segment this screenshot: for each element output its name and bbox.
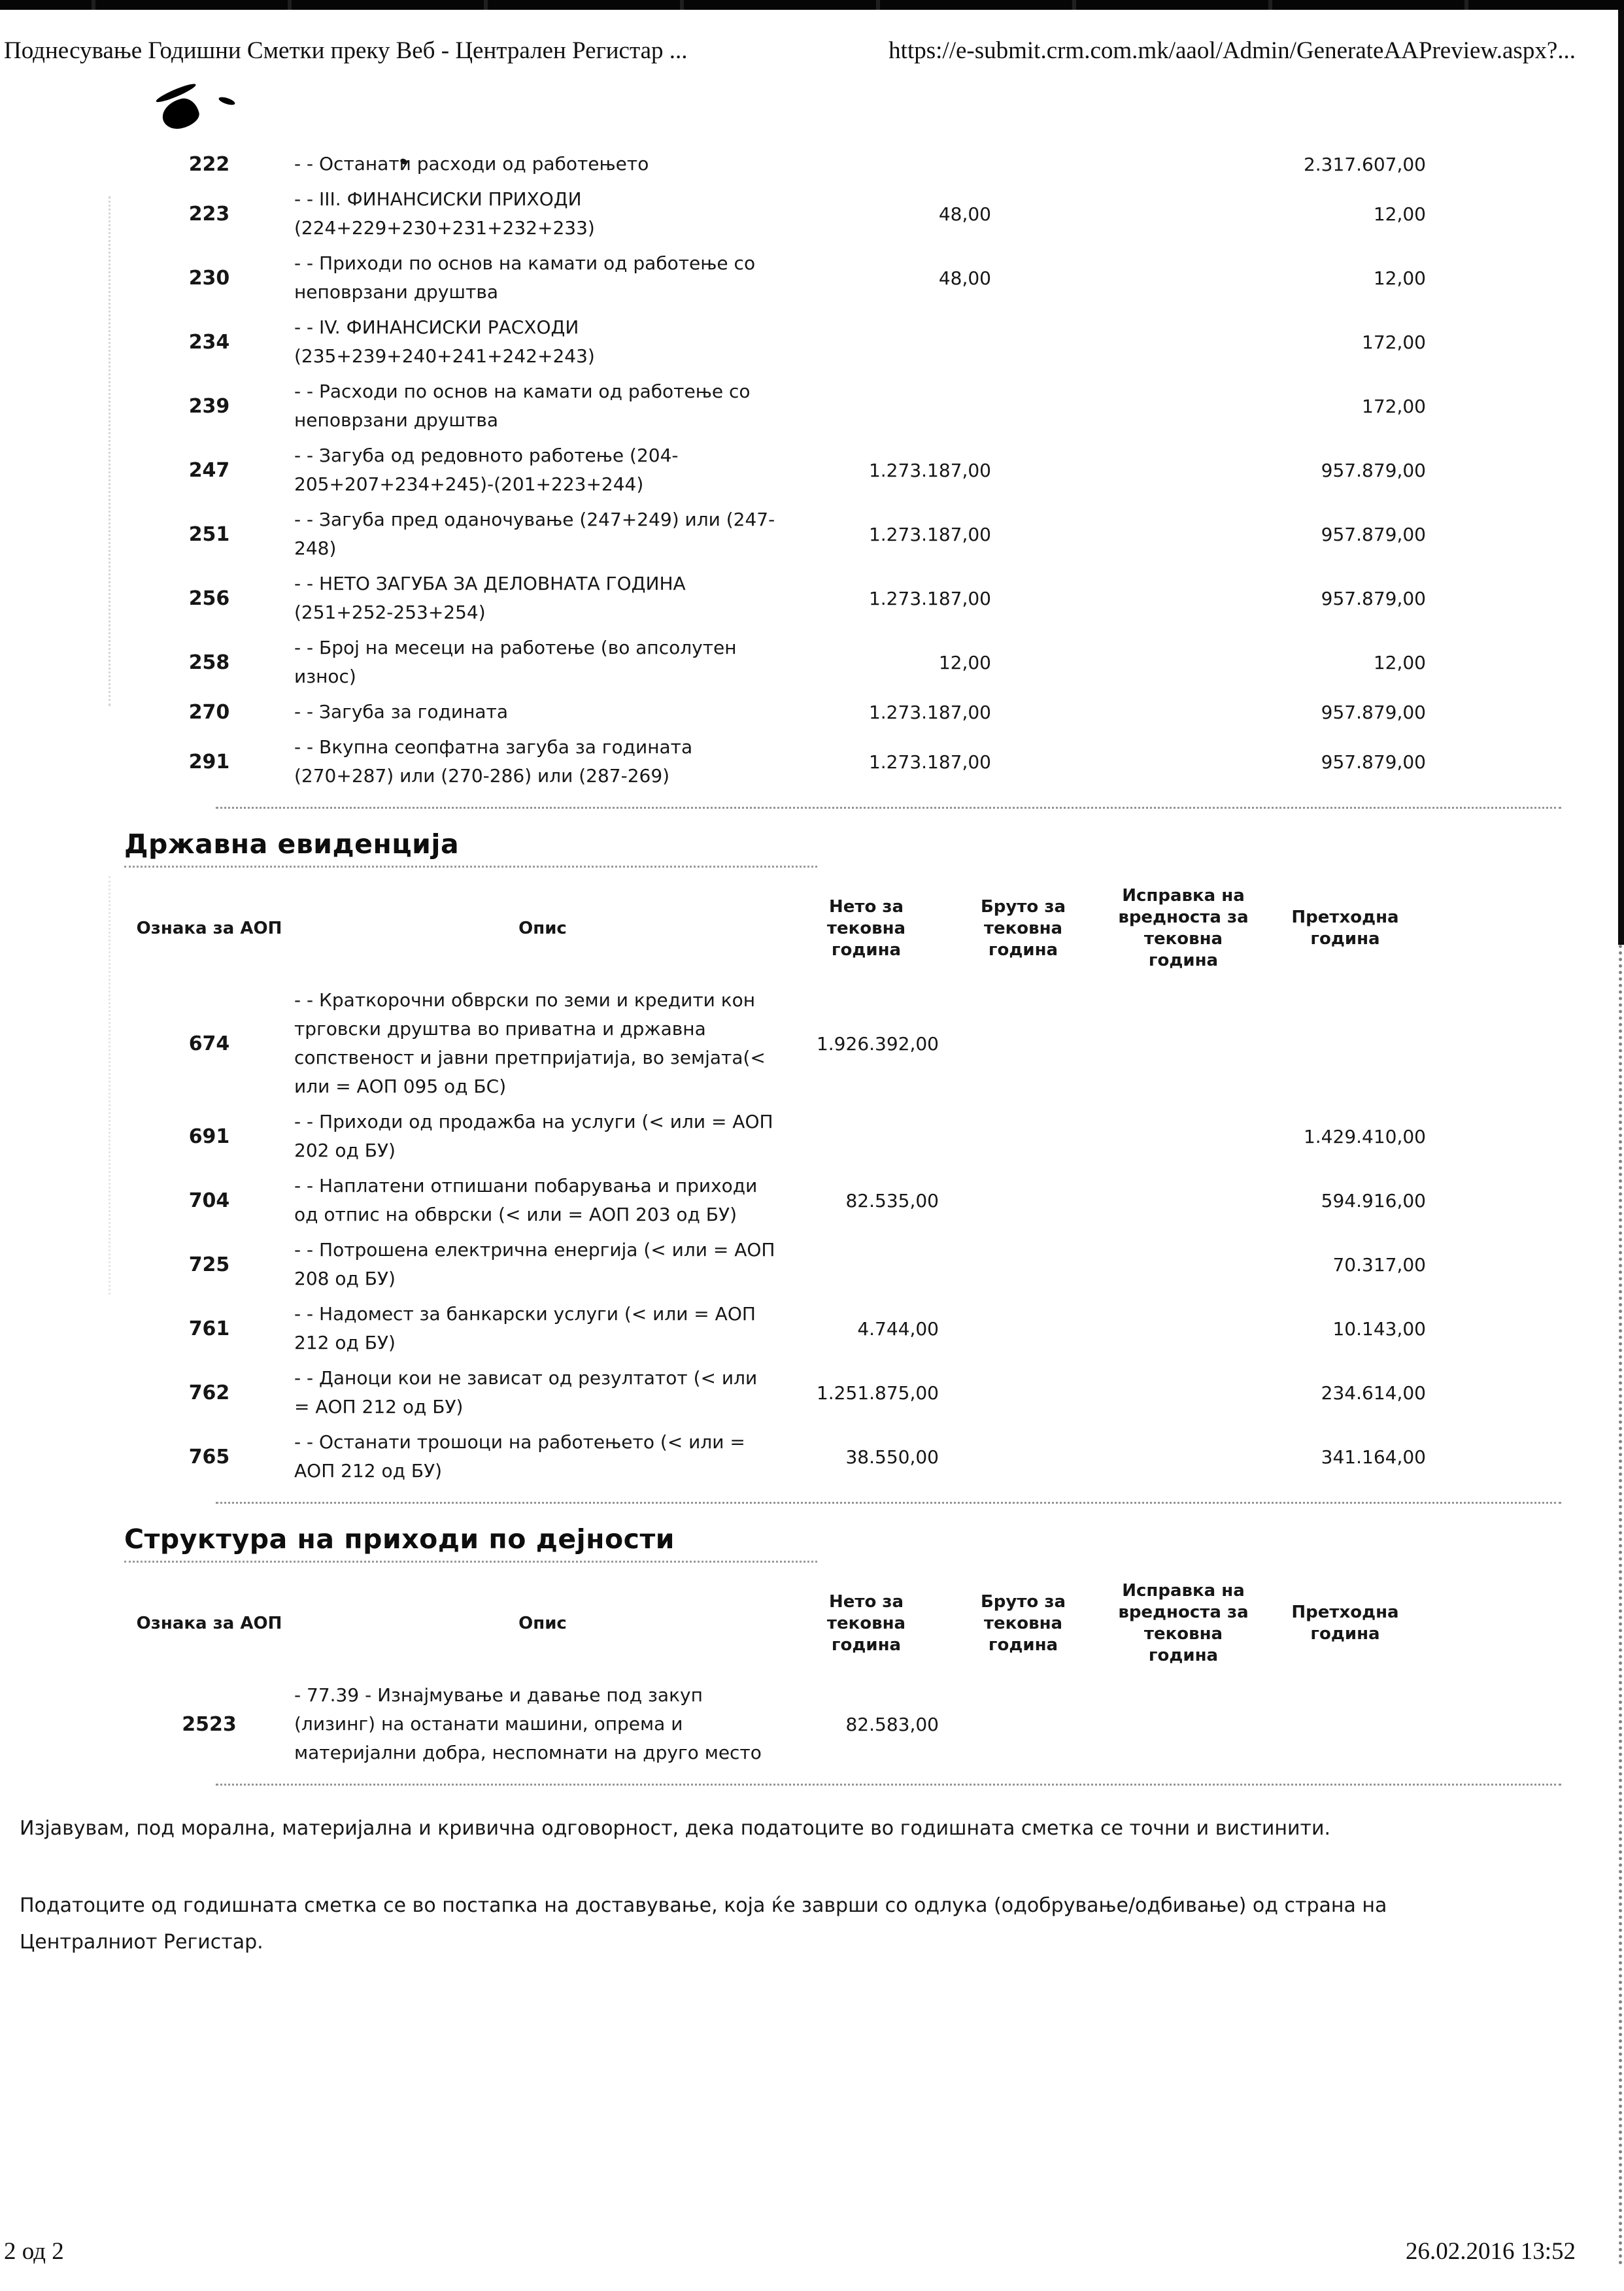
neto-current-year-cell: 1.273.187,00 [868,751,991,773]
ink-smudge-artifact [160,95,202,132]
description-cell: - - Потрошена електрична енергија (< или = АОП 208 од БУ) [294,1239,775,1289]
description-cell: - - Приходи од продажба на услуги (< или = АОП 202 од БУ) [294,1111,773,1161]
previous-year-cell: 12,00 [1373,203,1426,225]
table-row [124,246,1429,310]
previous-year-cell: 10.143,00 [1332,1317,1426,1340]
table-row [124,1168,1429,1232]
column-header-description: Опис [518,918,567,938]
description-cell: - - Приходи по основ на камати од работење со неповрзани друштва [294,252,756,303]
table-row [124,983,1429,1104]
aop-code-cell: 230 [188,266,230,290]
scan-edge-right-artifact [1618,10,1624,945]
previous-year-cell: 70.317,00 [1332,1253,1426,1276]
declaration-truthfulness: Изјавувам, под морална, материјална и кривична одговорност, дека податоците во годишната сметка се точни и вистинити. [20,1817,1330,1840]
column-header-ispravka: Исправка на вредноста за тековна година [1118,1581,1249,1665]
previous-year-cell: 341.164,00 [1321,1446,1426,1468]
previous-year-cell: 172,00 [1362,395,1426,417]
column-header-bruto: Бруто за тековна година [980,896,1066,960]
description-cell: - - Загуба од редовното работење (204-205+207+234+245)-(201+223+244) [294,445,679,495]
section-title: Државна евиденција [124,828,460,860]
print-header-title: Поднесување Годишни Сметки преку Веб - Централен Регистар ... [4,37,688,64]
previous-year-cell: 1.429.410,00 [1303,1125,1426,1147]
table-row [124,630,1429,694]
section-title: Структура на приходи по дејности [124,1523,675,1555]
neto-current-year-cell: 1.273.187,00 [868,523,991,545]
table-row [124,1678,1429,1771]
state-evidence-table [124,882,1429,1504]
previous-year-cell: 957.879,00 [1321,701,1426,723]
previous-year-cell: 957.879,00 [1321,523,1426,545]
income-statement-table [124,146,1429,809]
description-cell: - - Загуба за годината [294,701,509,722]
aop-code-cell: 258 [188,651,230,674]
aop-code-cell: 761 [188,1317,230,1340]
neto-current-year-cell: 1.273.187,00 [868,459,991,481]
previous-year-cell: 2.317.607,00 [1303,153,1426,175]
aop-code-cell: 691 [188,1125,230,1148]
table-row [124,566,1429,630]
aop-code-cell: 674 [188,1032,230,1055]
description-cell: - - Загуба пред оданочување (247+249) или (247-248) [294,509,775,559]
table-row [124,730,1429,794]
table-row [124,1361,1429,1425]
previous-year-cell: 957.879,00 [1321,459,1426,481]
table-row [124,146,1429,182]
neto-current-year-cell: 82.535,00 [845,1189,939,1212]
table-header-row [124,1577,1429,1670]
aop-code-cell: 704 [188,1189,230,1212]
page-number: 2 од 2 [4,2238,64,2265]
previous-year-cell: 957.879,00 [1321,587,1426,609]
aop-code-cell: 256 [188,586,230,610]
description-cell: - - Останати расходи од работењето [294,153,649,175]
description-cell: - - Наплатени отпишани побарувања и приходи од отпис на обврски (< или = АОП 203 од БУ) [294,1175,758,1225]
description-cell: - - Краткорочни обврски по земи и кредити кон трговски друштва во приватна и државна сопственост и јавни претпријатија, во земјата(< или = АОП 095 од БС) [294,989,766,1097]
aop-code-cell: 223 [188,202,230,226]
section-title-underline [124,828,817,868]
column-header-ispravka: Исправка на вредноста за тековна година [1118,886,1249,970]
table-row [124,502,1429,566]
table-bottom-border [216,1784,1561,1786]
print-timestamp: 26.02.2016 13:52 [1405,2238,1576,2265]
aop-code-cell: 291 [188,750,230,773]
table-row [124,182,1429,246]
table-row [124,1425,1429,1489]
column-header-prethodna: Претходна година [1291,1603,1399,1644]
section-title-underline [124,1523,817,1563]
aop-code-cell: 765 [188,1445,230,1468]
table-row [124,374,1429,438]
neto-current-year-cell: 48,00 [938,203,991,225]
table-row [124,1232,1429,1297]
aop-code-cell: 762 [188,1381,230,1404]
previous-year-cell: 234.614,00 [1321,1382,1426,1404]
income-structure-section [20,1523,1576,1786]
previous-year-cell: 957.879,00 [1321,751,1426,773]
description-cell: - - Даноци кои не зависат од резултатот (< или = АОП 212 од БУ) [294,1367,758,1417]
column-header-bruto: Бруто за тековна година [980,1591,1066,1655]
aop-code-cell: 247 [188,458,230,482]
print-header-url: https://e-submit.crm.com.mk/aaol/Admin/GenerateAAPreview.aspx?... [888,37,1576,64]
table-bottom-border [216,807,1561,809]
description-cell: - - Останати трошоци на работењето (< или = АОП 212 од БУ) [294,1431,745,1482]
column-header-aop: Ознака за АОП [136,918,282,938]
table-row [124,310,1429,374]
neto-current-year-cell: 38.550,00 [845,1446,939,1468]
aop-code-cell: 251 [188,522,230,546]
neto-current-year-cell: 48,00 [938,267,991,289]
description-cell: - - Број на месеци на работење (во апсолутен износ) [294,637,737,687]
table-row [124,694,1429,730]
neto-current-year-cell: 1.273.187,00 [868,701,991,723]
previous-year-cell: 12,00 [1373,267,1426,289]
table-row [124,438,1429,502]
scan-edge-top-artifact [0,0,1624,10]
income-structure-table [124,1577,1429,1786]
table-bottom-border [216,1502,1561,1504]
previous-year-cell: 172,00 [1362,331,1426,353]
aop-code-cell: 2523 [182,1712,237,1736]
page-content [20,146,1576,1961]
column-header-neto: Нето за тековна година [826,896,906,960]
description-cell: - - НЕТО ЗАГУБА ЗА ДЕЛОВНАТА ГОДИНА (251+252-253+254) [294,573,686,623]
description-cell: - - III. ФИНАНСИСКИ ПРИХОДИ (224+229+230+231+232+233) [294,188,595,239]
table-header-row [124,882,1429,975]
description-cell: - - Расходи по основ на камати од работење со неповрзани друштва [294,381,751,431]
neto-current-year-cell: 1.251.875,00 [816,1382,939,1404]
column-header-description: Опис [518,1613,567,1633]
declaration-processing-status: Податоците од годишната сметка се во постапка на доставување, која ќе заврши со одлука (одобрување/одбивање) од страна на Централниот Регистар. [20,1894,1387,1954]
description-cell: - 77.39 - Изнајмување и давање под закуп (лизинг) на останати машини, опрема и материјални добра, неспомнати на друго место [294,1684,762,1763]
print-header [4,37,1576,65]
neto-current-year-cell: 12,00 [938,651,991,673]
aop-code-cell: 234 [188,330,230,354]
previous-year-cell: 12,00 [1373,651,1426,673]
column-header-aop: Ознака за АОП [136,1613,282,1633]
neto-current-year-cell: 1.273.187,00 [868,587,991,609]
aop-code-cell: 222 [188,152,230,176]
description-cell: - - Вкупна сеопфатна загуба за годината (270+287) или (270-286) или (287-269) [294,736,693,787]
print-footer [4,2237,1576,2266]
table-row [124,1297,1429,1361]
neto-current-year-cell: 4.744,00 [857,1317,939,1340]
state-evidence-section [20,828,1576,1504]
scan-edge-right-dots-artifact [1619,945,1622,2266]
column-header-neto: Нето за тековна година [826,1591,906,1655]
previous-year-cell: 594.916,00 [1321,1189,1426,1212]
column-header-prethodna: Претходна година [1291,908,1399,949]
neto-current-year-cell: 1.926.392,00 [816,1032,939,1055]
aop-code-cell: 239 [188,394,230,418]
description-cell: - - Надомест за банкарски услуги (< или = АОП 212 од БУ) [294,1303,756,1353]
neto-current-year-cell: 82.583,00 [845,1713,939,1735]
ink-tick-artifact [218,95,236,107]
aop-code-cell: 270 [188,700,230,724]
description-cell: - - IV. ФИНАНСИСКИ РАСХОДИ (235+239+240+241+242+243) [294,316,595,367]
aop-code-cell: 725 [188,1253,230,1276]
table-row [124,1104,1429,1168]
